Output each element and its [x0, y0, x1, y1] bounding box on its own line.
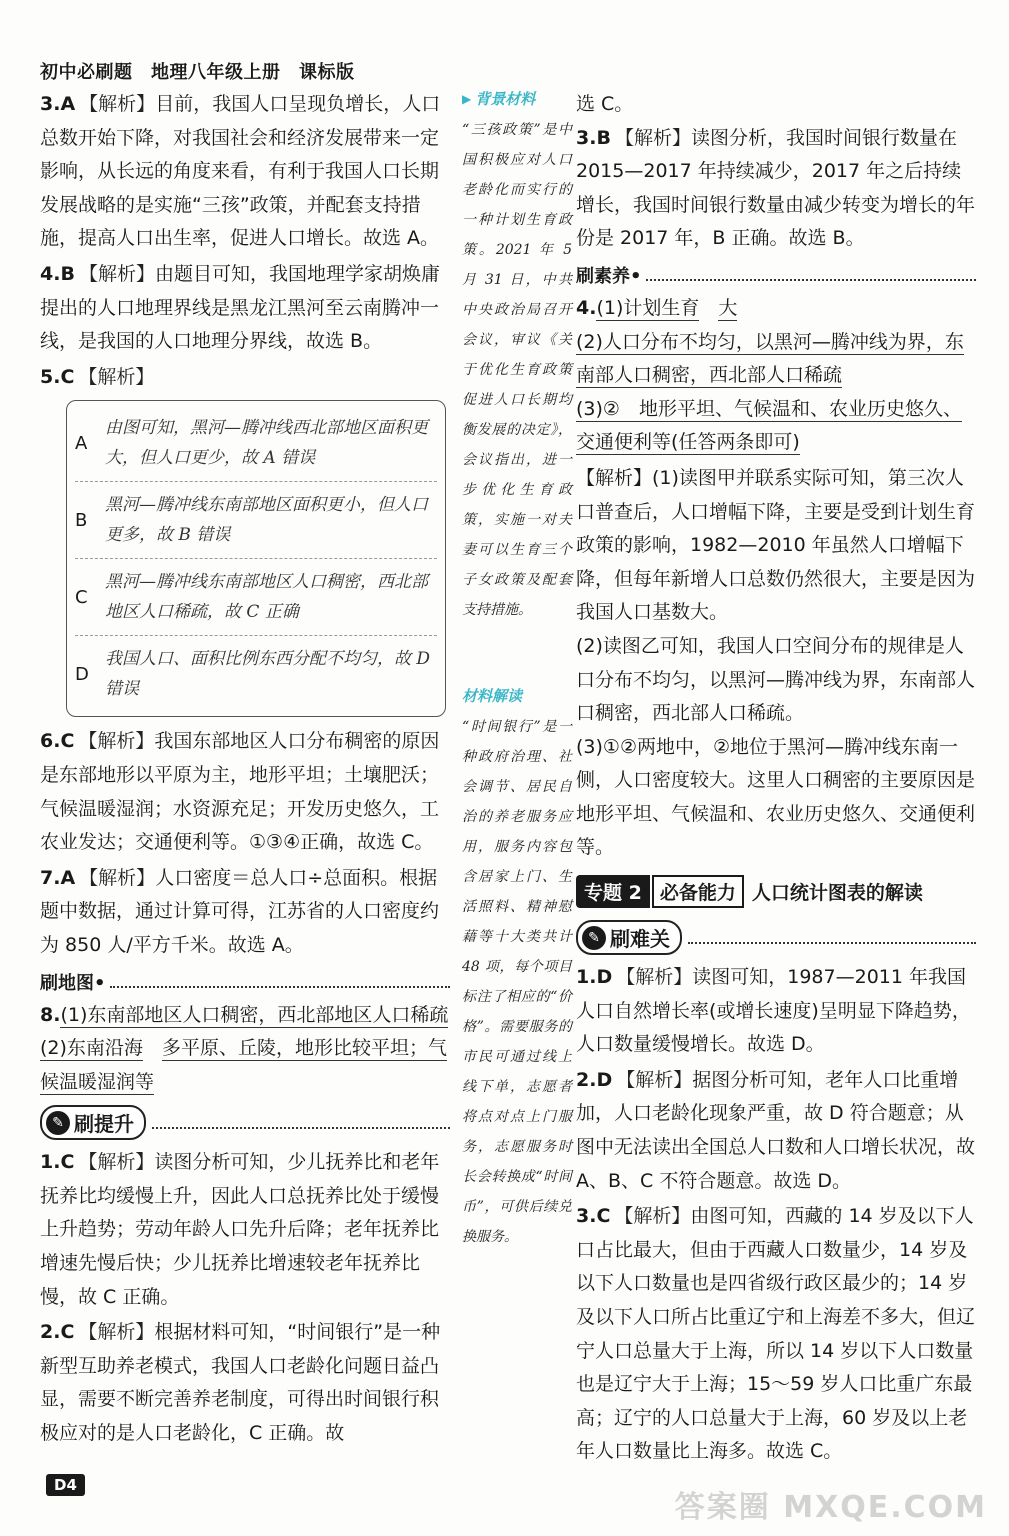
answer-text: 由题目可知，我国地理学家胡焕庸提出的人口地理界线是黑龙江黑河至云南腾冲一线，是我国的人口地理分界线，故选 B。 [40, 262, 440, 353]
answer-n2: 2.D 【解析】据图分析可知，老年人口比重增加，人口老龄化现象严重，故 D 符合题意；从图中无法读出全国总人口数和人口增长状况，故 A、B、C 不符合题意。故选 D。 [576, 1068, 976, 1192]
answer-text: 我国东部地区人口分布稠密的原因是东部地形以平原为主，地形平坦；土壤肥沃；气候温暖湿润；水资源充足；开发历史悠久，工农业发达；交通便利等。①③④正确，故选 C。 [40, 730, 440, 854]
side-text-interpretation: “时间银行”是一种政府治理、社会调节、居民自治的养老服务应用，服务内容包含居家上门、生活照料、精神慰藉等十大类共计 48 项，每个项目标注了相应的“价格”。需要服务的市民可通过线上线下单，志愿者将点对点上门服务，志愿服务时长会转换成“时间币”，可供后续兑换服务。 [462, 719, 572, 1245]
box-row-d: D 我国人口、面积比例东西分配不均匀，故 D 错误 [75, 649, 431, 700]
pencil-icon: ✎ [582, 926, 606, 950]
triangle-icon: ▶ [462, 91, 472, 106]
answer-7: 7.A 【解析】人口密度＝总人口÷总面积。根据题中数据，通过计算可得，江苏省的人口密度约为 850 人/平方千米。故选 A。 [40, 866, 440, 956]
section-ditu: 刷地图• [40, 969, 450, 995]
answer-8: 8.(1)东南部地区人口稠密，西北部地区人口稀疏 (2)东南沿海 多平原、丘陵，地形比较平坦；气候温暖湿润等 [40, 1003, 449, 1093]
answer-t1: 1.C 【解析】读图分析可知，少儿抚养比和老年抚养比均缓慢上升，因此人口总抚养比处于缓慢上升趋势；劳动年龄人口先升后降；老年抚养比增速先慢后快；少儿抚养比增速较老年抚养比慢，故 C 正确。 [40, 1151, 440, 1308]
box-row-c: C 黑河—腾冲线东南部地区人口稠密，西北部地区人口稀疏，故 C 正确 [75, 559, 437, 636]
pencil-icon: ✎ [46, 1111, 70, 1135]
side-title-interpretation: 材料解读 [462, 687, 523, 705]
box-row-a: A 由图可知，黑河—腾冲线西北部地区面积更大，但人口更少，故 A 错误 [75, 405, 437, 482]
answer-text: 据图分析可知，老年人口比重增加，人口老龄化现象严重，故 D 符合题意；从图中无法读出全国总人口数和人口增长状况，故 A、B、C 不符合题意。故选 D。 [576, 1068, 976, 1192]
answer-text: 人口密度＝总人口÷总面积。根据题中数据，通过计算可得，江苏省的人口密度约为 850 人/平方千米。故选 A。 [40, 866, 440, 956]
explanation-3: (3)①②两地中，②地位于黑河—腾冲线东南一侧，人口密度较大。这里人口稠密的主要原因是地形平坦、气候温和、农业历史悠久、交通便利等。 [576, 735, 976, 859]
watermark-logo: 答案圈 MXQE.COM [674, 1490, 987, 1525]
answer-5: 5.C 【解析】 [40, 365, 155, 388]
side-title-background: ▶ 背景材料 [462, 90, 536, 108]
answer-text: 读图可知，1987—2011 年我国人口自然增长率(或增长速度)呈明显下降趋势，人口数量缓慢增长。故选 D。 [576, 966, 971, 1056]
answer-text: 读图分析，我国时间银行数量在 2015—2017 年持续减少，2017 年之后持续增长，我国时间银行数量由减少转变为增长的年份是 2017 年，B 正确。故选 B。 [576, 126, 976, 250]
section-tisheng: ✎ 刷提升 [40, 1105, 450, 1140]
answer-6: 6.C 【解析】我国东部地区人口分布稠密的原因是东部地形以平原为主，地形平坦；土壤肥沃；气候温暖湿润；水资源充足；开发历史悠久，工农业发达；交通便利等。①③④正确，故选 C。 [40, 730, 440, 854]
explanation-2: (2)读图乙可知，我国人口空间分布的规律是人口分布不均匀，以黑河—腾冲线为界，东南部人口稠密，西北部人口稀疏。 [576, 634, 976, 725]
section-suyang: 刷素养• [576, 262, 976, 288]
topic-header: 专题 2 必备能力 人口统计图表的解读 [576, 875, 976, 908]
answer-text: 目前，我国人口呈现负增长，人口总数开始下降，对我国社会和经济发展带来一定影响，从长远的角度来看，有利于我国人口长期发展战略的是实施“三孩”政策，并配套支持措施，提高人口出生率，促进人口增长。故选 A。 [40, 93, 441, 250]
right-column [576, 88, 976, 1471]
section-nanguan: ✎ 刷难关 [576, 920, 976, 955]
answer-text: 根据材料可知，“时间银行”是一种新型互助养老模式，我国人口老龄化问题日益凸显，需要不断完善养老制度，可得出时间银行积极应对的是人口老龄化，C 正确。故 [40, 1321, 441, 1445]
answer-text: 读图分析可知，少儿抚养比和老年抚养比均缓慢上升，因此人口总抚养比处于缓慢上升趋势；劳动年龄人口先升后降；老年抚养比增速先慢后快；少儿抚养比增速较老年抚养比慢，故 C 正确。 [40, 1151, 440, 1308]
side-text-background: “三孩政策”是中国积极应对人口老龄化而实行的一种计划生育政策。2021 年 5 月 31 日，中共中央政治局召开会议，审议《关于优化生育政策促进人口长期均衡发展的决定》，会议指出，进一步优化生育政策，实施一对夫妻可以生育三个子女政策及配套支持措施。 [462, 122, 572, 618]
answer-4: 4.B 【解析】由题目可知，我国地理学家胡焕庸提出的人口地理界线是黑龙江黑河至云南腾冲一线，是我国的人口地理分界线，故选 B。 [40, 262, 440, 353]
box-row-b: B 黑河—腾冲线东南部地区面积更小，但人口更多，故 B 错误 [75, 482, 437, 559]
analysis-box [66, 400, 446, 717]
answer-r3: 3.B 【解析】读图分析，我国时间银行数量在 2015—2017 年持续减少，2017 年之后持续增长，我国时间银行数量由减少转变为增长的年份是 2017 年，B 正确。故选 B。 [576, 126, 976, 250]
continued-answer: 选 C。 [576, 93, 634, 115]
answer-text: 由图可知，西藏的 14 岁及以下人口占比最大，但由于西藏人口数量少，14 岁及以下人口数量也是四省级行政区最少的；14 岁及以下人口所占比重辽宁和上海差不多大，但辽宁人口总量大于上海，所以 14 岁以下人口数量也是辽宁大于上海；15～59 岁人口比重广东最高；辽宁的人口总量大于上海，60 岁及以上老年人口数量比上海多。故选 C。 [576, 1205, 976, 1463]
answer-t2: 2.C 【解析】根据材料可知，“时间银行”是一种新型互助养老模式，我国人口老龄化问题日益凸显，需要不断完善养老制度，可得出时间银行积极应对的是人口老龄化，C 正确。故 [40, 1321, 441, 1445]
left-column [40, 88, 450, 1453]
explanation-1: 【解析】(1)读图甲并联系实际可知，第三次人口普查后，人口增幅下降，主要是受到计划生育政策的影响，1982—2010 年虽然人口增幅下降，但每年新增人口总数仍然很大，主要是因为我国人口基数大。 [576, 466, 976, 624]
answer-n1: 1.D 【解析】读图可知，1987—2011 年我国人口自然增长率(或增长速度)呈明显下降趋势，人口数量缓慢增长。故选 D。 [576, 966, 971, 1056]
answer-r4: 4.(1)计划生育 大 (2)人口分布不均匀，以黑河—腾冲线为界，东南部人口稠密，西北部人口稀疏 (3)② 地形平坦、气候温和、农业历史悠久、交通便利等(任答两条即可) [576, 296, 964, 454]
page-number: D4 [46, 1474, 85, 1496]
answer-n3: 3.C 【解析】由图可知，西藏的 14 岁及以下人口占比最大，但由于西藏人口数量少，14 岁及以下人口数量也是四省级行政区最少的；14 岁及以下人口所占比重辽宁和上海差不多大，但辽宁人口总量大于上海，所以 14 岁以下人口数量也是辽宁大于上海；15～59 岁人口比重广东最高；辽宁的人口总量大于上海，60 岁及以上老年人口数量比上海多。故选 C。 [576, 1205, 976, 1463]
side-notes [462, 88, 572, 1252]
answer-3: 3.A 【解析】目前，我国人口呈现负增长，人口总数开始下降，对我国社会和经济发展带来一定影响，从长远的角度来看，有利于我国人口长期发展战略的是实施“三孩”政策，并配套支持措施，提高人口出生率，促进人口增长。故选 A。 [40, 93, 441, 250]
page-header: 初中必刷题 地理八年级上册 课标版 [40, 62, 355, 83]
